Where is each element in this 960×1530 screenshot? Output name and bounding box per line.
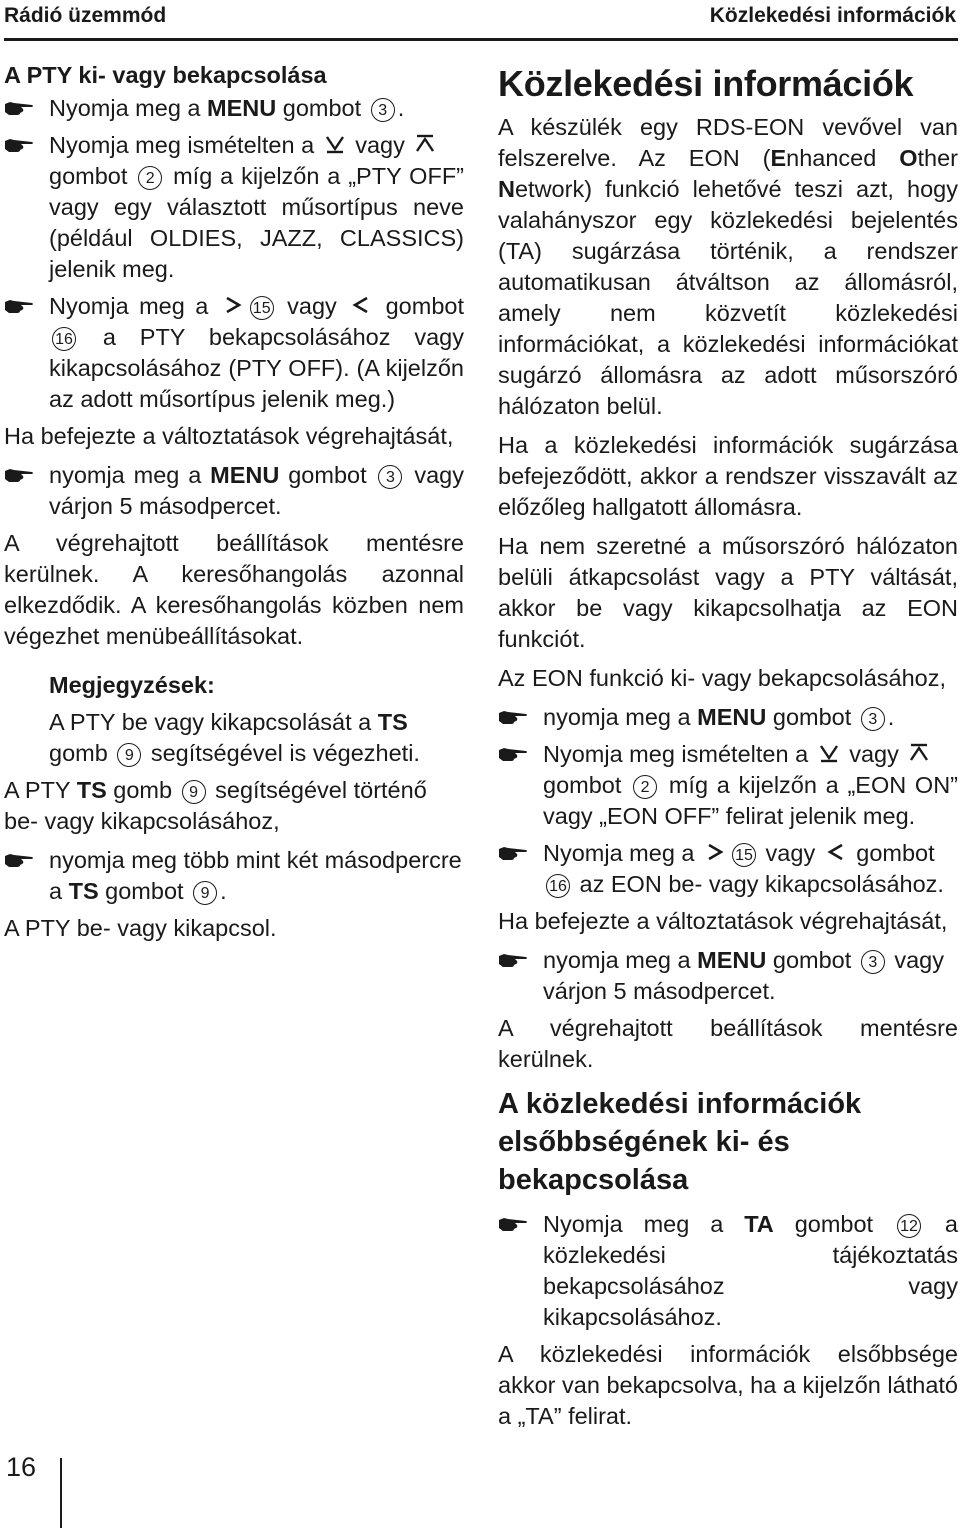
down-arrow-icon (819, 743, 839, 763)
up-arrow-icon (909, 743, 929, 763)
pointing-hand-icon (4, 137, 34, 153)
button-number: 16 (546, 874, 570, 898)
pointing-hand-icon (4, 852, 34, 868)
paragraph: Ha befejezte a változtatások végrehajtását, (498, 908, 948, 934)
left-column (4, 60, 464, 952)
left-arrow-icon (826, 842, 846, 862)
paragraph: Ha nem szeretné a műsorszóró hálózaton belüli átkapcsolást vagy a PTY váltását, akkor be vagy kikapcsolhatja az EON funkciót. (498, 533, 958, 652)
button-number: 3 (378, 465, 402, 489)
step-item: nyomja meg a MENU gombot 3 . (498, 702, 958, 733)
pointing-hand-icon (4, 100, 34, 116)
step-item: nyomja meg a MENU gombot 3 vagy várjon 5 másodpercet. (498, 945, 958, 1007)
menu-key: MENU (207, 95, 277, 121)
button-number: 12 (897, 1214, 921, 1238)
left-arrow-icon (351, 295, 371, 315)
ts-key: TS (76, 777, 107, 803)
section-title: Rádió üzemmód (4, 4, 167, 27)
button-number: 9 (182, 780, 206, 804)
step-item: nyomja meg több mint két másodpercre a TS gombot 9 . (4, 845, 464, 907)
chapter-title: Közlekedési információk (709, 4, 956, 27)
button-number: 16 (52, 327, 76, 351)
pointing-hand-icon (498, 952, 528, 968)
right-arrow-icon (705, 842, 725, 862)
menu-key: MENU (697, 947, 767, 973)
traffic-info-heading: Közlekedési információk (498, 63, 914, 104)
step-item: Nyomja meg a MENU gombot 3 . (4, 93, 464, 124)
paragraph: Ha a közlekedési információk sugárzása befejeződött, akkor a rendszer visszavált az előzőleg hallgatott állomásra. (498, 432, 958, 520)
up-arrow-icon (415, 134, 435, 154)
paragraph: A végrehajtott beállítások mentésre kerülnek. A keresőhangolás azonnal elkezdődik. A keresőhangolás közben nem végezhet menübeállításokat. (4, 530, 464, 649)
button-number: 3 (861, 707, 885, 731)
pointing-hand-icon (498, 746, 528, 762)
page-number: 16 (6, 1452, 37, 1482)
ta-key: TA (744, 1211, 774, 1237)
step-item: Nyomja meg ismételten a vagy gombot 2 míg a kijelzőn a „PTY OFF” vagy egy választott műsortípus neve (például OLDIES, JAZZ, CLASSICS) jelenik meg. (4, 130, 464, 285)
pty-heading: A PTY ki- vagy bekapcsolása (4, 62, 327, 88)
menu-key: MENU (210, 462, 280, 488)
right-arrow-icon (223, 295, 243, 315)
ts-key: TS (68, 878, 99, 904)
button-number: 3 (371, 98, 395, 122)
button-number: 15 (250, 296, 274, 320)
paragraph: A végrehajtott beállítások mentésre kerülnek. (498, 1015, 958, 1072)
down-arrow-icon (325, 134, 345, 154)
step-item: Nyomja meg a 15 vagy gombot 16 az EON be- vagy kikapcsolásához. (498, 838, 958, 900)
button-number: 9 (193, 881, 217, 905)
button-number: 2 (633, 775, 657, 799)
paragraph: A közlekedési információk elsőbbsége akkor van bekapcsolva, ha a kijelzőn látható a „TA” felirat. (498, 1341, 958, 1429)
button-number: 15 (732, 843, 756, 867)
page-header (0, 0, 960, 40)
priority-heading: A közlekedési információk elsőbbségének ki- és bekapcsolása (498, 1088, 862, 1196)
button-number: 2 (138, 166, 162, 190)
step-item: Nyomja meg a 15 vagy gombot 16 a PTY bekapcsolásához vagy kikapcsolásához (PTY OFF). (A kijelzőn az adott műsortípus jelenik meg.) (4, 291, 464, 415)
right-column (498, 60, 958, 1440)
ts-key: TS (377, 709, 408, 735)
button-number: 9 (117, 743, 141, 767)
pointing-hand-icon (4, 467, 34, 483)
step-item: Nyomja meg ismételten a vagy gombot 2 míg a kijelzőn a „EON ON” vagy „EON OFF” felirat jelenik meg. (498, 739, 958, 832)
pointing-hand-icon (498, 845, 528, 861)
note-block: Megjegyzések: A PTY be vagy kikapcsolását a TS gomb 9 segítségével is végezheti. (4, 670, 464, 769)
header-rule (4, 38, 958, 41)
pointing-hand-icon (498, 709, 528, 725)
paragraph: A PTY be- vagy kikapcsol. (4, 915, 277, 941)
paragraph: Az EON funkció ki- vagy bekapcsolásához, (498, 665, 947, 691)
pointing-hand-icon (498, 1216, 528, 1232)
paragraph: Ha befejezte a változtatások végrehajtását, (4, 423, 454, 449)
step-item: nyomja meg a MENU gombot 3 vagy várjon 5 másodpercet. (4, 460, 464, 522)
button-number: 3 (861, 950, 885, 974)
note-title: Megjegyzések: (49, 672, 215, 698)
page-number-rule (60, 1458, 62, 1528)
step-item: Nyomja meg a TA gombot 12 a közlekedési tájékoztatás bekapcsolásához vagy kikapcsolásához. (498, 1209, 958, 1333)
paragraph: A készülék egy RDS-EON vevővel van felszerelve. Az EON (Enhanced Other Network) funkció lehetővé teszi azt, hogy valahányszor egy közlekedési bejelentés (TA) sugárzása történik, a rendszer automatikusan átváltson az állomásról, amely nem közvetít közlekedési információkat, a közlekedési információkat sugárzó állomásra az adott műsorszóró hálózaton belül. (498, 114, 958, 419)
pointing-hand-icon (4, 298, 34, 314)
menu-key: MENU (697, 704, 767, 730)
paragraph: A PTY TS gomb 9 segítségével történő be- vagy kikapcsolásához, (4, 777, 427, 834)
